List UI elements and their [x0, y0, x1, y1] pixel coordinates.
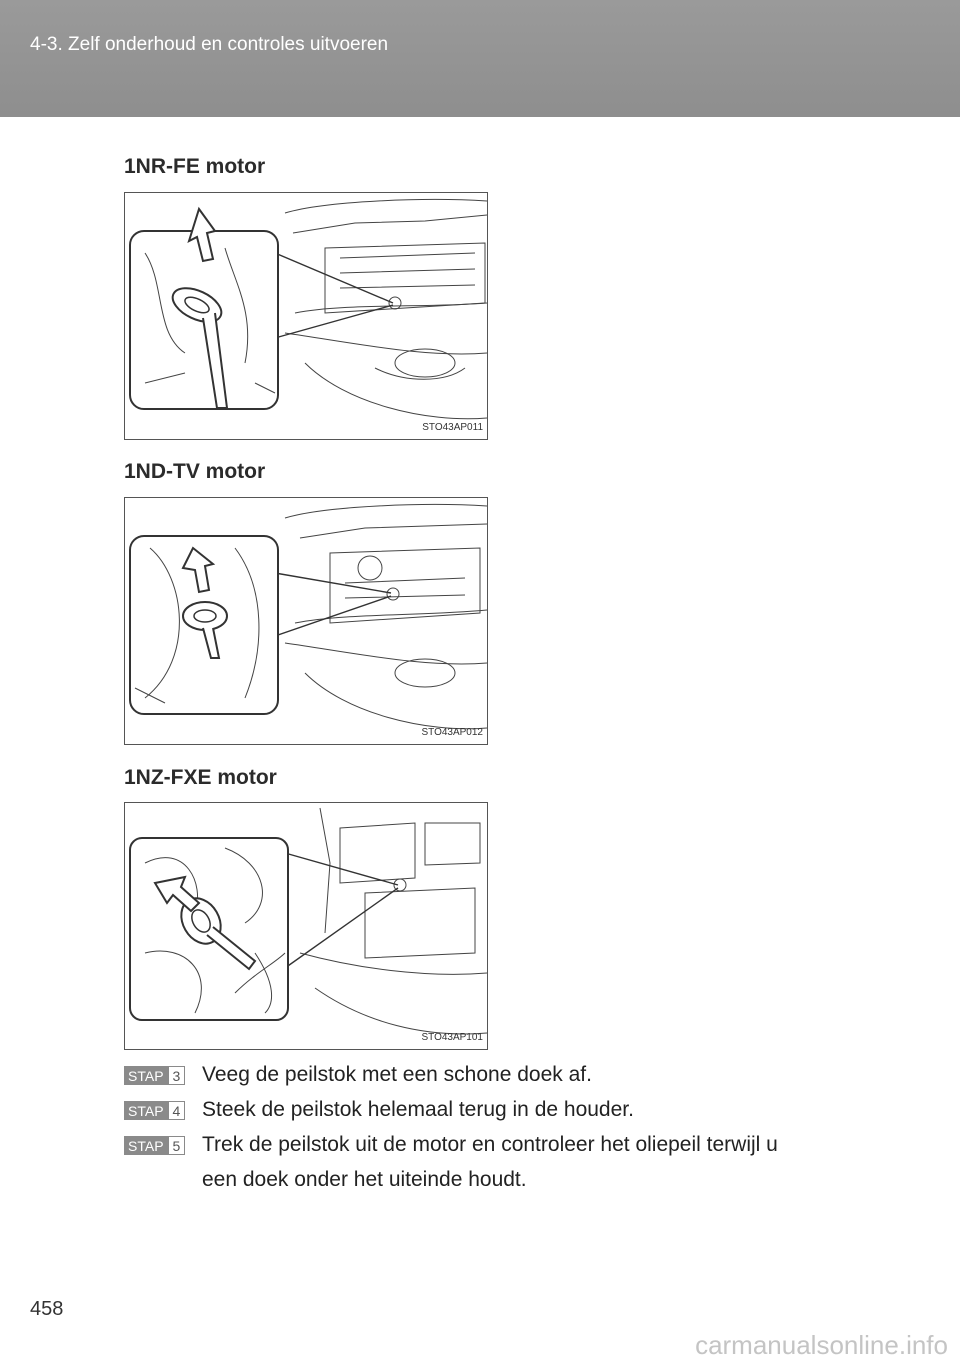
step-text: Trek de peilstok uit de motor en controleer het oliepeil terwijl u: [202, 1133, 778, 1156]
step-text-continued: een doek onder het uiteinde houdt.: [202, 1168, 527, 1191]
engine-heading-1nr-fe: 1NR-FE motor: [124, 155, 266, 178]
figure-code: STO43AP012: [421, 727, 483, 738]
step-text: Steek de peilstok helemaal terug in de houder.: [202, 1098, 634, 1121]
engine-figure-1nr-fe: [124, 192, 488, 440]
page-header: [0, 0, 960, 117]
figure-code: STO43AP101: [421, 1032, 483, 1043]
step-badge: STAP 4: [124, 1101, 194, 1120]
section-title: 4-3. Zelf onderhoud en controles uitvoeren: [30, 34, 389, 55]
engine-figure-1nz-fxe: [124, 802, 488, 1050]
engine-figure-1nd-tv: [124, 497, 488, 745]
engine-heading-1nz-fxe: 1NZ-FXE motor: [124, 766, 277, 789]
engine-heading-1nd-tv: 1ND-TV motor: [124, 460, 266, 483]
page-number: 458: [30, 1298, 64, 1320]
watermark: carmanualsonline.info: [695, 1330, 948, 1360]
step-text: Veeg de peilstok met een schone doek af.: [202, 1063, 592, 1086]
step-badge: STAP 3: [124, 1066, 194, 1085]
step-badge: STAP 5: [124, 1136, 194, 1155]
figure-code: STO43AP011: [422, 422, 483, 433]
